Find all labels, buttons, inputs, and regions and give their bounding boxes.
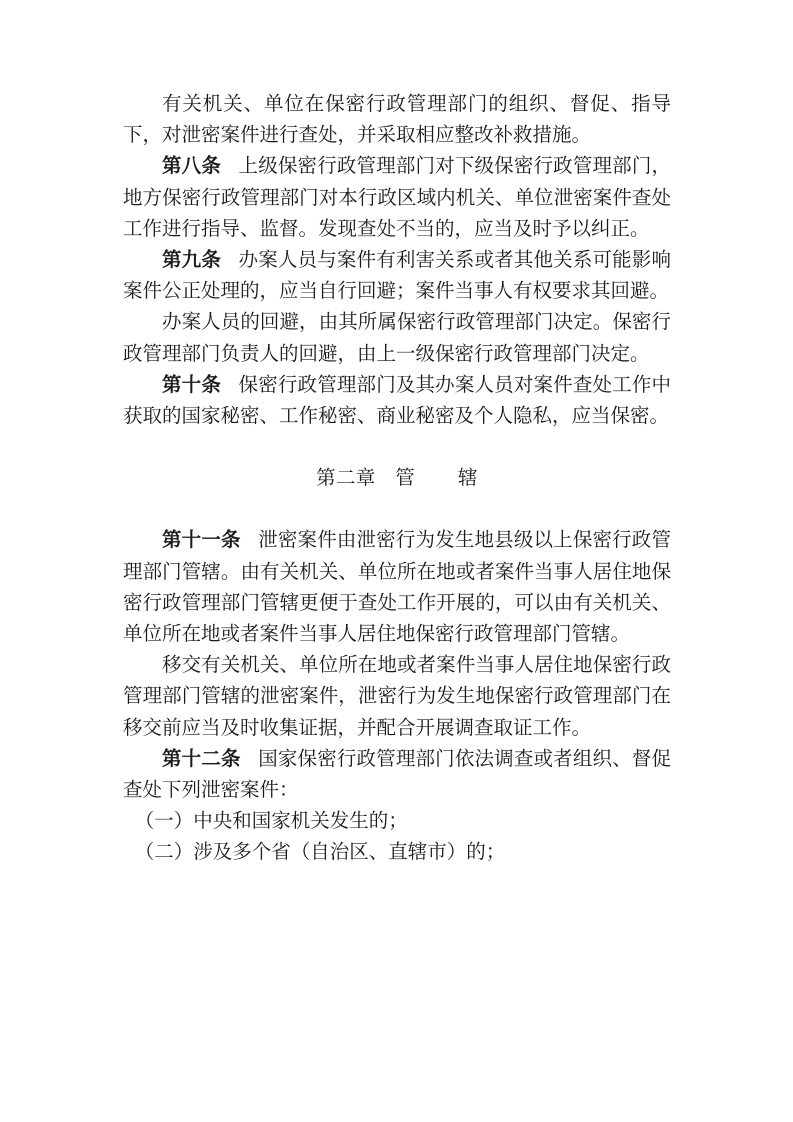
article-12-text: 国家保密行政管理部门依法调查或者组织、督促查处下列泄密案件： xyxy=(123,746,671,802)
chapter-title-part-1: 管 xyxy=(395,466,416,490)
article-9 xyxy=(123,244,671,306)
article-12-item-2: （二）涉及多个省（自治区、直辖市）的； xyxy=(134,840,506,864)
article-11-label: 第十一条 xyxy=(162,528,241,552)
article-10-label: 第十条 xyxy=(162,372,221,396)
article-9-paragraph-2: 办案人员的回避，由其所属保密行政管理部门决定。保密行政管理部门负责人的回避，由上一级保密行政管理部门决定。 xyxy=(123,310,671,365)
article-10 xyxy=(123,369,671,431)
article-11 xyxy=(123,524,671,649)
article-8 xyxy=(123,150,671,244)
article-9-label: 第九条 xyxy=(162,248,221,272)
article-10-text: 保密行政管理部门及其办案人员对案件查处工作中获取的国家秘密、工作秘密、商业秘密及个人隐私，应当保密。 xyxy=(123,372,671,428)
article-11-text: 泄密案件由泄密行为发生地县级以上保密行政管理部门管辖。由有关机关、单位所在地或者案件当事人居住地保密行政管理部门管辖更便于查处工作开展的，可以由有关机关、单位所在地或者案件当事人居住地保密行政管理部门管辖。 xyxy=(123,528,671,646)
article-11-paragraph-2: 移交有关机关、单位所在地或者案件当事人居住地保密行政管理部门管辖的泄密案件，泄密行为发生地保密行政管理部门在移交前应当及时收集证据，并配合开展调查取证工作。 xyxy=(123,653,671,739)
article-9-text: 办案人员与案件有利害关系或者其他关系可能影响案件公正处理的，应当自行回避；案件当事人有权要求其回避。 xyxy=(123,248,671,303)
intro-paragraph: 有关机关、单位在保密行政管理部门的组织、督促、指导下，对泄密案件进行查处，并采取相应整改补救措施。 xyxy=(123,92,671,147)
main-text-column xyxy=(123,88,671,868)
chapter-number: 第二章 xyxy=(316,466,376,490)
article-8-text: 上级保密行政管理部门对下级保密行政管理部门，地方保密行政管理部门对本行政区域内机关、单位泄密案件查处工作进行指导、监督。发现查处不当的，应当及时予以纠正。 xyxy=(123,154,671,240)
article-8-label: 第八条 xyxy=(162,154,221,178)
chapter-heading xyxy=(123,462,671,493)
article-12-label: 第十二条 xyxy=(162,746,241,770)
article-12-item-1: （一）中央和国家机关发生的； xyxy=(134,809,408,833)
chapter-title-part-2: 辖 xyxy=(458,466,478,490)
article-12 xyxy=(123,743,671,805)
